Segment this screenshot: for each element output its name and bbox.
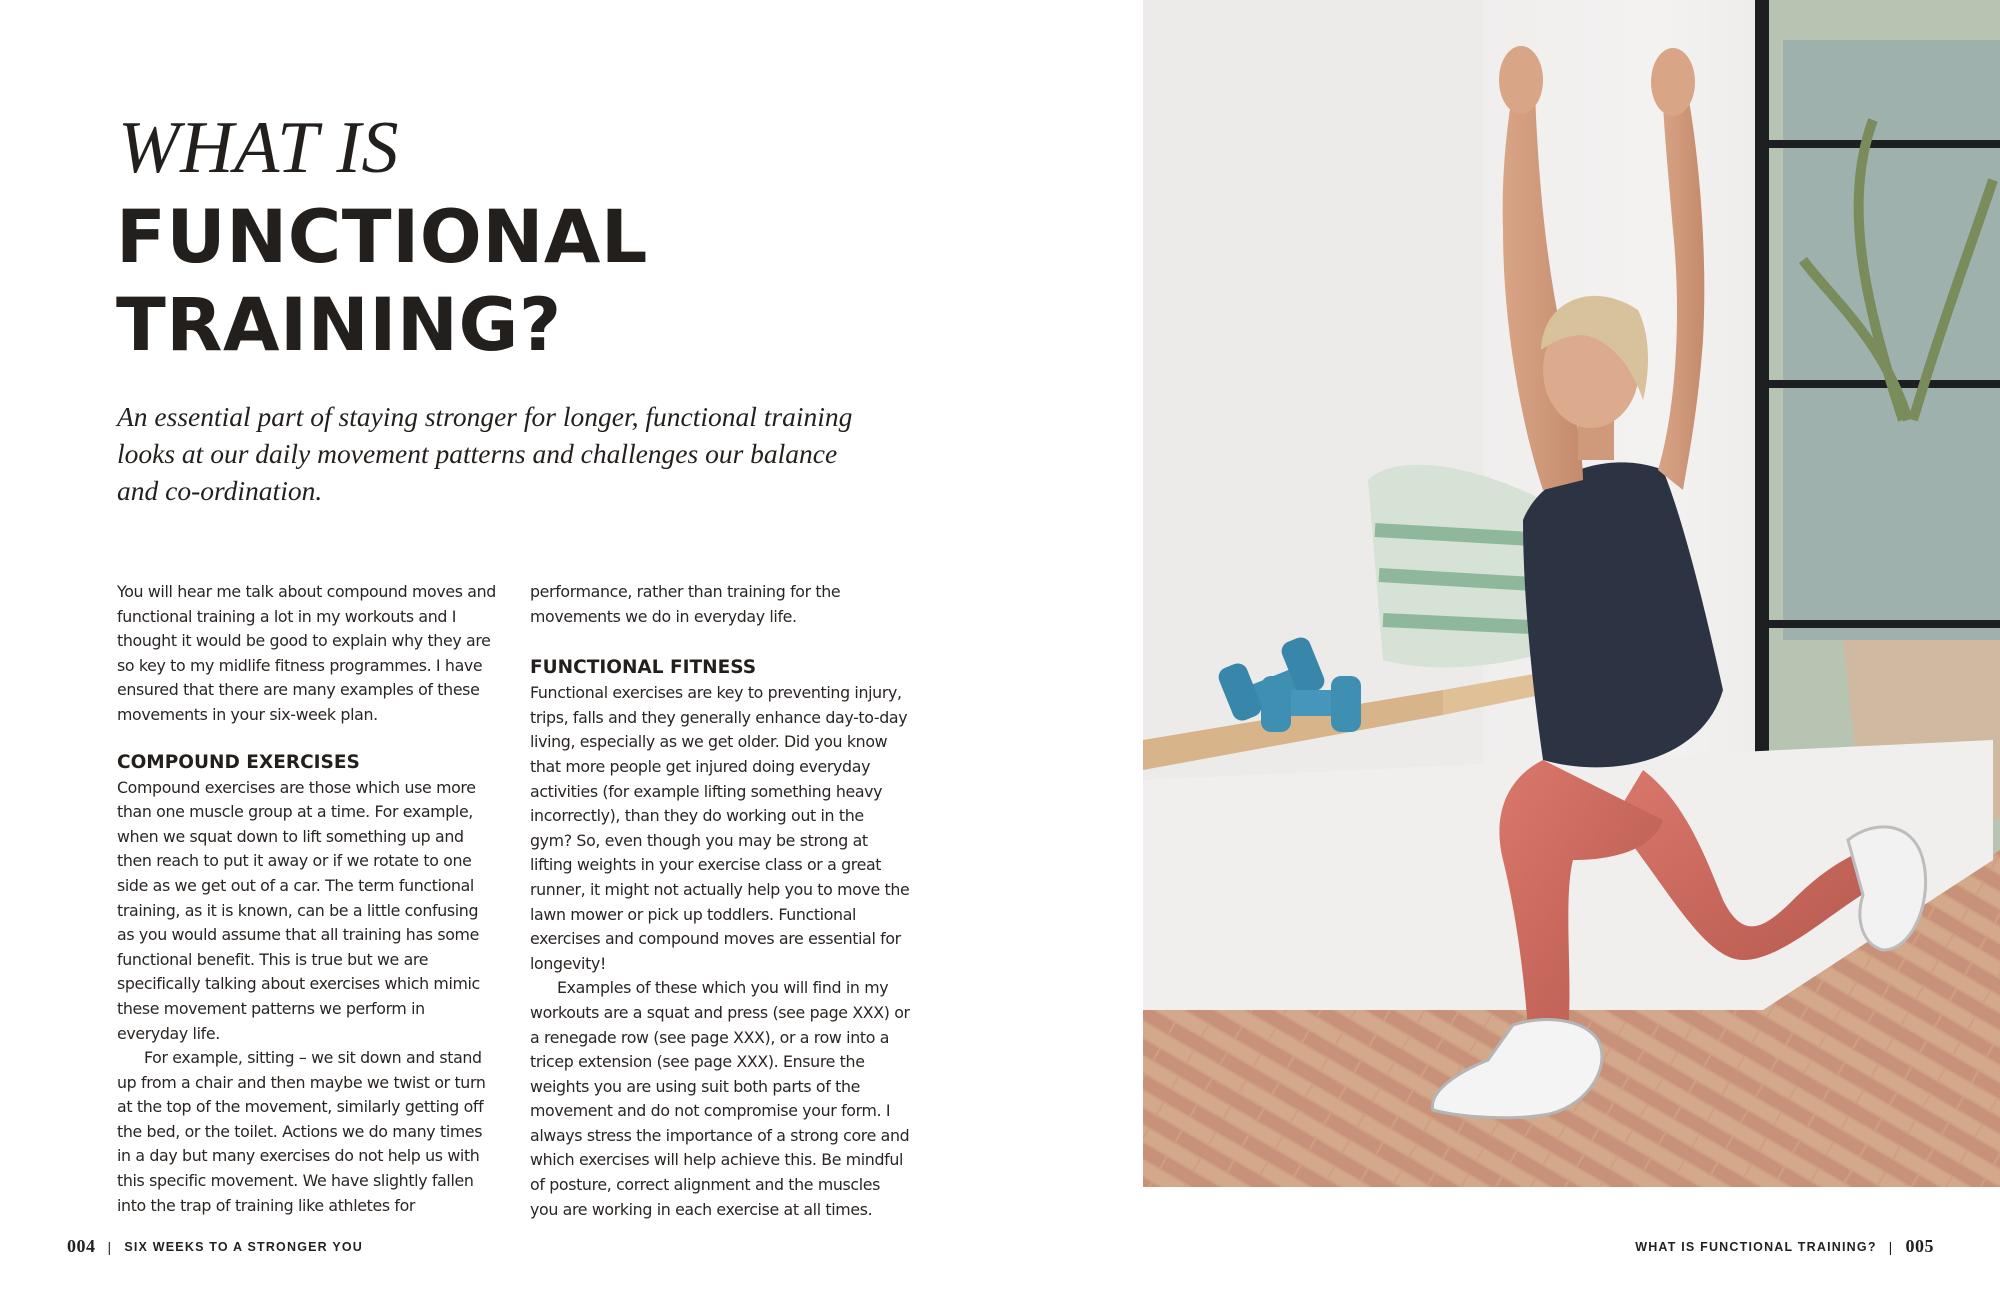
intro-paragraph: You will hear me talk about compound moves and functional training a lot in my workouts and I thought it would be good to explain why they are so key to my midlife fitness programmes. I have ensured that there are many examples of these movements in your six-week plan. <box>117 582 496 724</box>
title-line-2: TRAINING? <box>116 283 562 368</box>
title-line-1: FUNCTIONAL <box>116 195 648 280</box>
folio-separator-right: | <box>1888 1238 1894 1255</box>
page-number-right: 005 <box>1905 1236 1934 1256</box>
page-title <box>116 194 816 370</box>
running-head-left: SIX WEEKS TO A STRONGER YOU <box>124 1239 364 1254</box>
standfirst: An essential part of staying stronger for longer, functional training looks at our daily movement patterns and challenges our balance and co-ordination. <box>117 401 853 506</box>
text-column-1 <box>117 580 497 1218</box>
text-column-2 <box>530 580 910 1222</box>
continued-paragraph: performance, rather than training for the movements we do in everyday life. <box>530 582 841 626</box>
page-number-left: 004 <box>67 1236 96 1256</box>
subhead-compound-exercises: COMPOUND EXERCISES <box>117 751 360 773</box>
heading-kicker: WHAT IS <box>118 107 399 189</box>
folio-left <box>67 1236 363 1257</box>
lunge-photo <box>1143 0 2000 1187</box>
compound-paragraph-1: Compound exercises are those which use more than one muscle group at a time. For example, when we squat down to lift something up and then reach to put it away or if we rotate to one side as we get out of a car. The term functional training, as it is known, can be a little confusing as you would assume that all training has some functional benefit. This is true but we are specifically talking about exercises which mimic these movement patterns we perform in everyday life. <box>117 777 480 1043</box>
compound-paragraph-2: For example, sitting – we sit down and stand up from a chair and then maybe we twist or turn at the top of the movement, similarly getting off the bed, or the toilet. Actions we do many times in a day but many exercises do not help us with this specific movement. We have slightly fallen into the trap of training like athletes for <box>117 1048 486 1215</box>
folio-right <box>1635 1236 1934 1257</box>
running-head-right: WHAT IS FUNCTIONAL TRAINING? <box>1635 1239 1877 1254</box>
fitness-paragraph-1: Functional exercises are key to preventing injury, trips, falls and they generally enhance day-to-day living, especially as we get older. Did you know that more people get injured doing everyday activities (for example lifting something heavy incorrectly), than they do working out in the gym? So, even though you may be strong at lifting weights in your exercise class or a great runner, it might not actually help you to move the lawn mower or pick up toddlers. Functional exercises and compound moves are essential for longevity! <box>530 683 910 973</box>
subhead-functional-fitness: FUNCTIONAL FITNESS <box>530 657 757 679</box>
fitness-paragraph-2: Examples of these which you will find in my workouts are a squat and press (see page XXX) or a renegade row (see page XXX), or a row into a tricep extension (see page XXX). Ensure the weights you are using suit both parts of the movement and do not compromise your form. I always stress the importance of a strong core and which exercises will help achieve this. Be mindful of posture, correct alignment and the muscles you are working in each exercise at all times. <box>530 978 910 1219</box>
folio-separator-left: | <box>107 1238 113 1255</box>
